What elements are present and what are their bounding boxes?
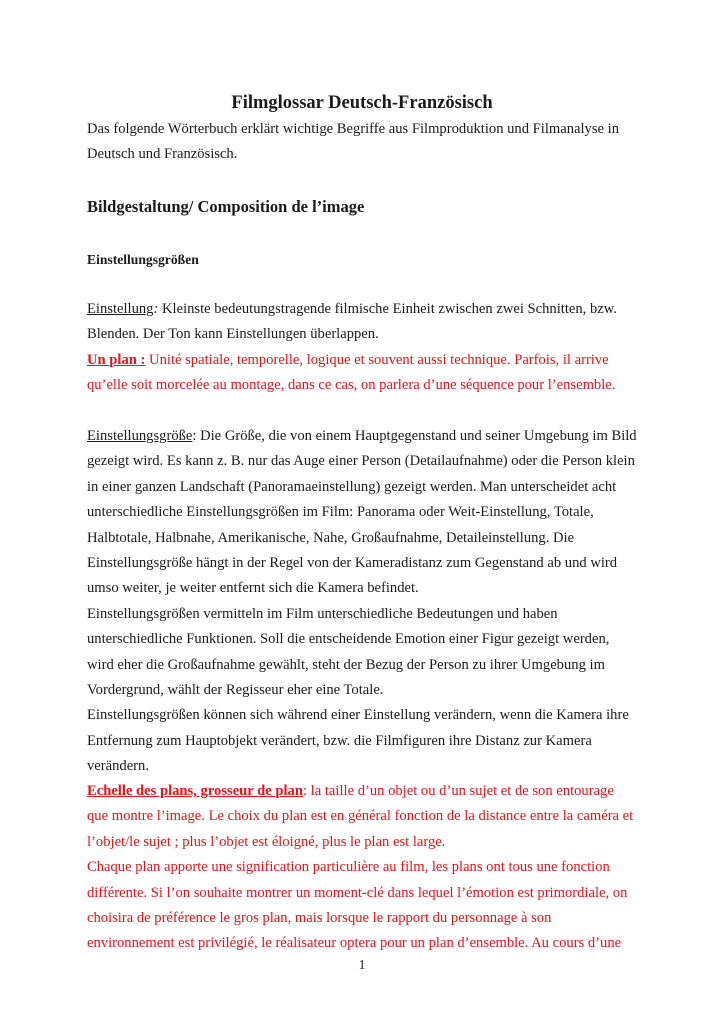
un-plan-term: Un plan : — [87, 352, 146, 368]
echelle-line: Chaque plan apporte une signification particulière au film, les plans ont tous une fonction — [87, 859, 610, 876]
subsection-heading: Einstellungsgrößen — [87, 252, 199, 267]
einstellungsgroesse-line: in einer ganzen Landschaft (Panoramaeinstellung) gezeigt werden. Man unterscheidet acht — [87, 478, 617, 495]
einstellungsgroesse-line: Vordergrund, wählt der Regisseur eher eine Totale. — [87, 682, 384, 699]
einstellungsgroesse-line: Einstellungsgrößen können sich während einer Einstellung verändern, wenn die Kamera ihre — [87, 707, 629, 724]
un-plan-text-2: qu’elle soit morcelée au montage, dans ce cas, on parlera d’une séquence pour l’ensemble. — [87, 377, 616, 394]
einstellung-text-2: Blenden. Der Ton kann Einstellungen überlappen. — [87, 326, 379, 343]
page-number: 1 — [358, 957, 366, 972]
einstellungsgroesse-line: Einstellungsgröße hängt in der Regel von der Kameradistanz zum Gegenstand ab und wird — [87, 555, 618, 572]
intro-line-2: Deutsch und Französisch. — [87, 146, 238, 163]
einstellungsgroesse-paragraph — [87, 424, 647, 780]
einstellung-colon: : — [153, 301, 159, 317]
echelle-text-1: : la taille d’un objet ou d’un sujet et de son entourage — [302, 783, 614, 799]
einstellung-term: Einstellung — [87, 301, 154, 317]
einstellungsgroesse-line: wird eher die Großaufnahme gewählt, steht der Bezug der Person zu ihrer Umgebung im — [87, 656, 605, 673]
un-plan-text-1: Unité spatiale, temporelle, logique et souvent aussi technique. Parfois, il arrive — [145, 352, 609, 368]
einstellungsgroesse-line: umso weiter, je weiter entfernt sich die Kamera befindet. — [87, 580, 419, 597]
einstellungsgroesse-line: unterschiedliche Einstellungsgrößen im Film: Panorama oder Weit-Einstellung, Totale, — [87, 504, 594, 521]
einstellungsgroesse-line: Halbtotale, Halbnahe, Amerikanische, Nahe, Großaufnahme, Detaileinstellung. Die — [87, 529, 575, 546]
intro-line-1: Das folgende Wörterbuch erklärt wichtige Begriffe aus Filmproduktion und Filmanalyse in — [87, 121, 620, 137]
einstellungsgroesse-line: verändern. — [87, 758, 149, 775]
einstellungsgroesse-text-1: : Die Größe, die von einem Hauptgegenstand und seiner Umgebung im Bild — [192, 428, 637, 444]
einstellungsgroesse-line: unterschiedliche Funktionen. Soll die entscheidende Emotion einer Figur gezeigt werden, — [87, 631, 610, 648]
intro-paragraph — [87, 117, 647, 168]
section-heading: Bildgestaltung/ Composition de l’image — [87, 197, 365, 216]
einstellung-paragraph — [87, 297, 647, 348]
echelle-line: environnement est privilégié, le réalisateur optera pour un plan d’ensemble. Au cours d’une — [87, 935, 622, 952]
einstellung-text-1: Kleinste bedeutungstragende filmische Einheit zwischen zwei Schnitten, bzw. — [158, 301, 617, 317]
echelle-term: Echelle des plans, grosseur de plan — [87, 783, 303, 799]
echelle-line: choisira de préférence le gros plan, mais lorsque le rapport du personnage à son — [87, 910, 552, 927]
einstellungsgroesse-line: Entfernung zum Hauptobjekt verändert, bzw. die Filmfiguren ihre Distanz zur Kamera — [87, 732, 592, 749]
echelle-line: différente. Si l’on souhaite montrer un moment-clé dans lequel l’émotion est primordiale, on — [87, 884, 628, 901]
echelle-paragraph — [87, 779, 647, 957]
un-plan-paragraph — [87, 348, 647, 399]
echelle-line: que montre l’image. Le choix du plan est en général fonction de la distance entre la caméra et — [87, 808, 634, 825]
einstellungsgroesse-term: Einstellungsgröße — [87, 428, 193, 444]
einstellungsgroesse-line: Einstellungsgrößen vermitteln im Film unterschiedliche Bedeutungen und haben — [87, 605, 558, 622]
einstellungsgroesse-line: gezeigt wird. Es kann z. B. nur das Auge einer Person (Detailaufnahme) oder die Person klein — [87, 453, 635, 470]
echelle-line: l’objet/le sujet ; plus l’objet est éloigné, plus le plan est large. — [87, 833, 446, 850]
document-title: Filmglossar Deutsch-Französisch — [231, 93, 493, 113]
